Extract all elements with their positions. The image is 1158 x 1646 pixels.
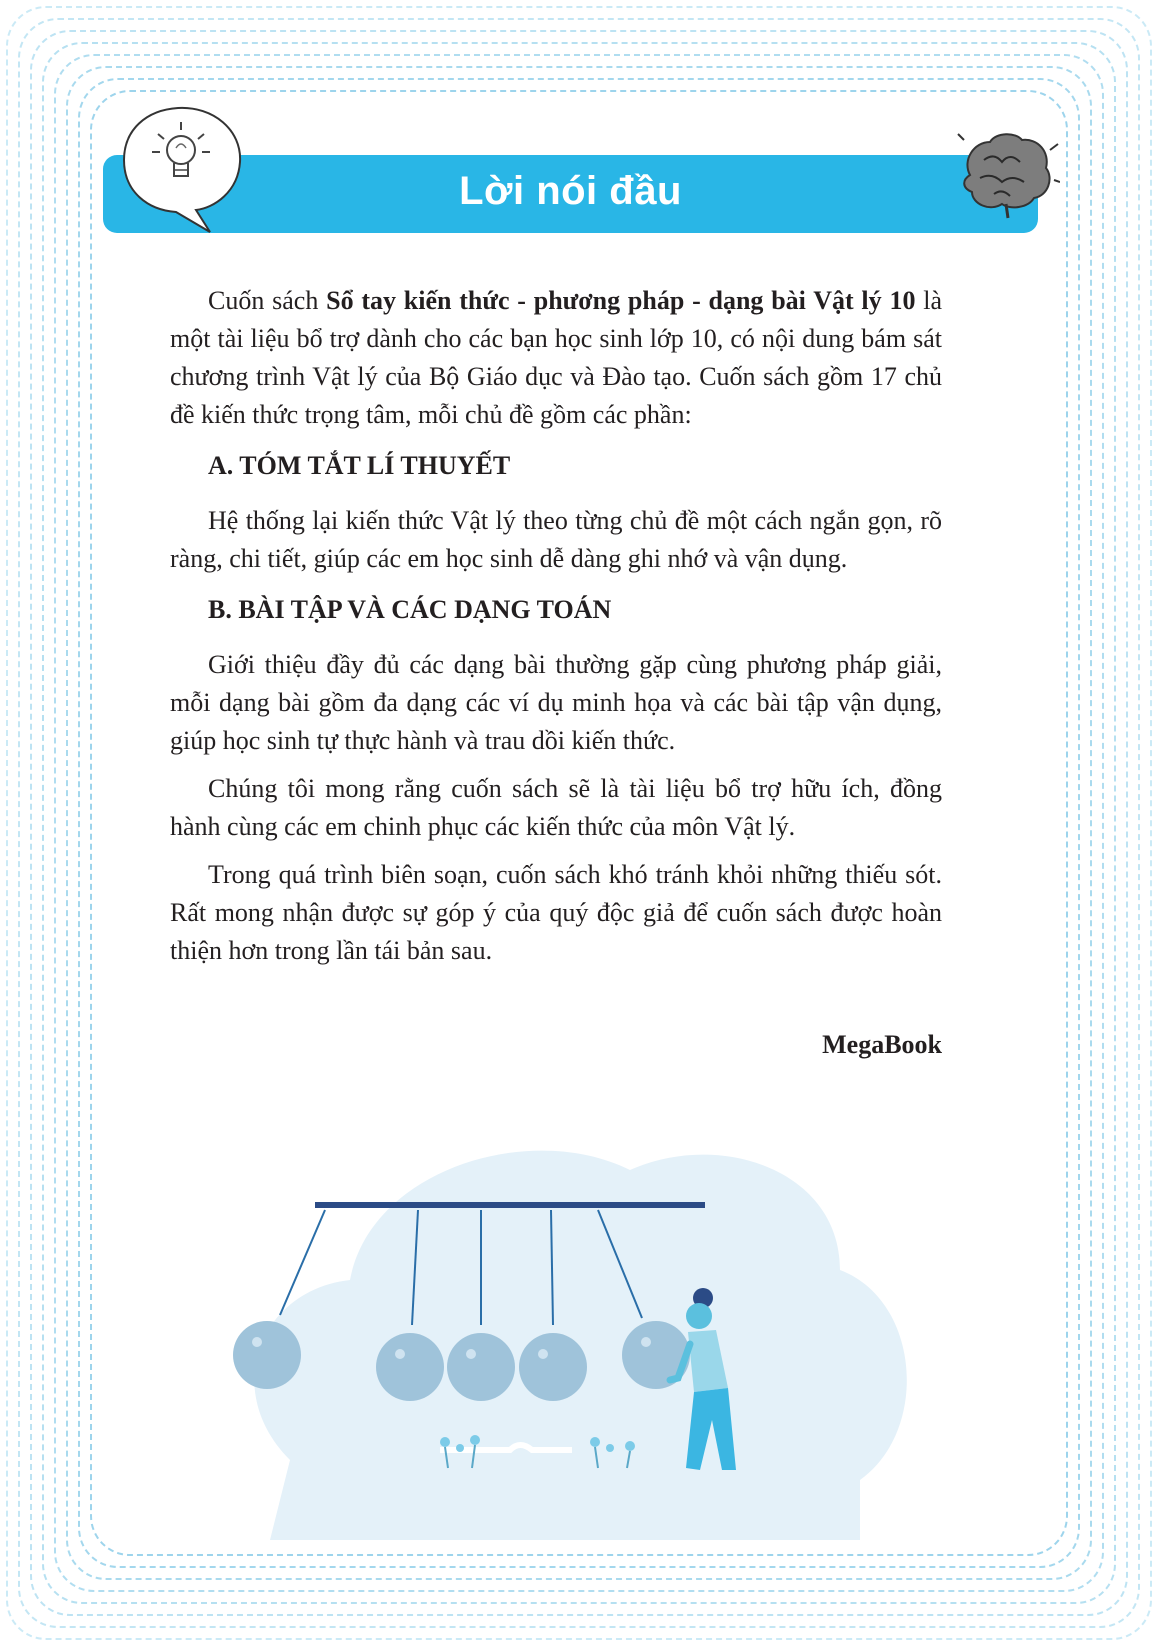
section-b-heading: B. BÀI TẬP VÀ CÁC DẠNG TOÁN <box>208 595 612 624</box>
newtons-cradle-illustration <box>200 1130 940 1550</box>
background-cloud <box>254 1151 906 1540</box>
preface-body <box>170 282 942 980</box>
cradle-ball <box>376 1333 444 1401</box>
lightbulb-icon <box>118 100 248 235</box>
cradle-ball <box>519 1333 587 1401</box>
intro-paragraph: Cuốn sách Sổ tay kiến thức - phương pháp - dạng bài Vật lý 10 là một tài liệu bổ trợ dành cho các bạn học sinh lớp 10, có nội dung bám sát chương trình Vật lý của Bộ Giáo dục và Đào tạo. Cuốn sách gồm 17 chủ đề kiến thức trọng tâm, mỗi chủ đề gồm các phần: <box>170 286 943 429</box>
closing-paragraph-2: Trong quá trình biên soạn, cuốn sách khó tránh khỏi những thiếu sót. Rất mong nhận được sự góp ý của quý độc giả để cuốn sách được hoàn thiện hơn trong lần tái bản sau. <box>170 860 942 965</box>
cradle-ball <box>447 1333 515 1401</box>
section-a-text: Hệ thống lại kiến thức Vật lý theo từng chủ đề một cách ngắn gọn, rõ ràng, chi tiết, giúp các em học sinh dễ dàng ghi nhớ và vận dụng. <box>170 506 942 573</box>
closing-paragraph-1: Chúng tôi mong rằng cuốn sách sẽ là tài liệu bổ trợ hữu ích, đồng hành cùng các em chinh phục các kiến thức của môn Vật lý. <box>170 774 942 841</box>
brain-icon <box>950 120 1060 230</box>
section-a-heading: A. TÓM TẮT LÍ THUYẾT <box>208 451 511 480</box>
section-b-text: Giới thiệu đầy đủ các dạng bài thường gặp cùng phương pháp giải, mỗi dạng bài gồm đa dạng các ví dụ minh họa và các bài tập vận dụng, giúp học sinh tự thực hành và trau dồi kiến thức. <box>170 650 942 755</box>
signature: MegaBook <box>822 1030 942 1059</box>
page-title: Lời nói đầu <box>459 169 682 213</box>
cradle-ball <box>233 1321 301 1389</box>
book-title: Sổ tay kiến thức - phương pháp - dạng bài Vật lý 10 <box>326 286 916 315</box>
